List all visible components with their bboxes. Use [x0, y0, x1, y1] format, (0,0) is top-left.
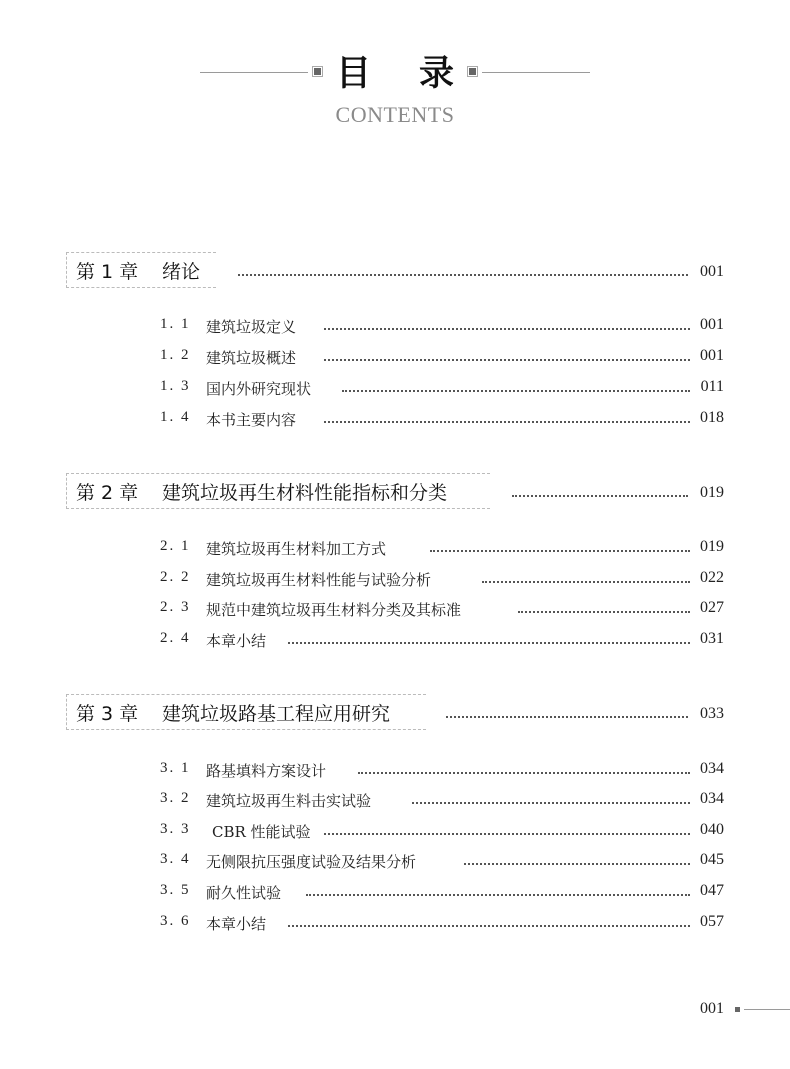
- footer-page-number: 001: [700, 1000, 724, 1017]
- footer-rule: [744, 1009, 790, 1010]
- chapter-title: 建筑垃圾再生材料性能指标和分类: [162, 481, 448, 504]
- toc-entry-3-5[interactable]: [160, 882, 726, 906]
- section-number: 1. 1: [160, 316, 191, 332]
- section-page-number: 057: [700, 913, 724, 930]
- dot-leader: [324, 349, 690, 361]
- section-title: 规范中建筑垃圾再生材料分类及其标准: [206, 601, 462, 619]
- section-page-number: 011: [700, 378, 724, 395]
- section-number: 2. 2: [160, 569, 191, 585]
- dot-leader: [518, 601, 690, 613]
- dot-leader: [306, 884, 690, 896]
- section-number: 1. 4: [160, 409, 191, 425]
- dot-leader: [482, 571, 690, 583]
- section-number: 2. 3: [160, 599, 191, 615]
- dot-leader: [288, 915, 690, 927]
- toc-entry-3-4[interactable]: [160, 851, 726, 875]
- chapter-label: 第 3 章: [76, 702, 139, 725]
- section-page-number: 027: [700, 599, 724, 616]
- section-page-number: 045: [700, 851, 724, 868]
- chapter-heading-box: [66, 252, 216, 288]
- section-page-number: 001: [700, 316, 724, 333]
- header-square-left-icon: [314, 68, 321, 75]
- chapter-heading-box: [66, 694, 426, 730]
- section-title: 本书主要内容: [206, 411, 297, 429]
- toc-entry-3-2[interactable]: [160, 790, 726, 814]
- header-rule-right: [482, 72, 590, 73]
- section-title: 本章小结: [206, 632, 267, 650]
- section-title: 本章小结: [206, 915, 267, 933]
- section-page-number: 047: [700, 882, 724, 899]
- page-title: [336, 46, 454, 96]
- chapter-label: 第 2 章: [76, 481, 139, 504]
- section-title: 路基填料方案设计: [206, 762, 327, 780]
- section-number: 1. 3: [160, 378, 191, 394]
- section-page-number: 031: [700, 630, 724, 647]
- toc-entry-1-2[interactable]: [160, 347, 726, 371]
- toc-entry-3-1[interactable]: [160, 760, 726, 784]
- page-subtitle: CONTENTS: [335, 102, 455, 127]
- dot-leader: [324, 411, 690, 423]
- dot-leader: [358, 762, 690, 774]
- section-page-number: 040: [700, 821, 724, 838]
- chapter-page-number: 019: [700, 484, 724, 501]
- toc-entry-1-1[interactable]: [160, 316, 726, 340]
- section-title: 国内外研究现状: [206, 380, 312, 398]
- chapter-label: 第 1 章: [76, 260, 139, 283]
- section-number: 3. 3: [160, 821, 191, 837]
- section-title: 建筑垃圾再生材料性能与试验分析: [206, 571, 432, 589]
- toc-entry-3-3[interactable]: [160, 821, 726, 845]
- section-page-number: 034: [700, 760, 724, 777]
- section-page-number: 001: [700, 347, 724, 364]
- toc-entry-2-1[interactable]: [160, 538, 726, 562]
- section-title: 无侧限抗压强度试验及结果分析: [206, 853, 417, 871]
- section-page-number: 022: [700, 569, 724, 586]
- dot-leader: [324, 318, 690, 330]
- dot-leader: [324, 823, 690, 835]
- section-page-number: 018: [700, 409, 724, 426]
- dot-leader: [446, 704, 688, 718]
- section-number: 3. 2: [160, 790, 191, 806]
- section-page-number: 034: [700, 790, 724, 807]
- footer-square-icon: [735, 1007, 740, 1012]
- toc-entry-2-2[interactable]: [160, 569, 726, 593]
- dot-leader: [342, 380, 690, 392]
- dot-leader: [288, 632, 690, 644]
- header-square-right-icon: [469, 68, 476, 75]
- section-number: 2. 1: [160, 538, 191, 554]
- dot-leader: [464, 853, 690, 865]
- section-page-number: 019: [700, 538, 724, 555]
- section-number: 2. 4: [160, 630, 191, 646]
- section-number: 3. 5: [160, 882, 191, 898]
- page-title-char-2: 录: [418, 54, 454, 94]
- toc-entry-2-4[interactable]: [160, 630, 726, 654]
- chapter-page-number: 033: [700, 705, 724, 722]
- dot-leader: [412, 792, 690, 804]
- toc-entry-1-3[interactable]: [160, 378, 726, 402]
- chapter-title: 建筑垃圾路基工程应用研究: [162, 702, 391, 725]
- section-title: CBR 性能试验: [212, 823, 311, 841]
- chapter-2-entry[interactable]: [66, 473, 726, 509]
- section-title: 建筑垃圾再生材料加工方式: [206, 540, 387, 558]
- section-title: 耐久性试验: [206, 884, 282, 902]
- section-number: 3. 6: [160, 913, 191, 929]
- section-title: 建筑垃圾定义: [206, 318, 297, 336]
- section-title: 建筑垃圾概述: [206, 349, 297, 367]
- section-number: 1. 2: [160, 347, 191, 363]
- toc-entry-2-3[interactable]: [160, 599, 726, 623]
- chapter-1-entry[interactable]: [66, 252, 726, 288]
- section-title: 建筑垃圾再生料击实试验: [206, 792, 372, 810]
- chapter-title: 绪论: [162, 260, 201, 283]
- dot-leader: [430, 540, 690, 552]
- chapter-heading-box: [66, 473, 490, 509]
- page-title-char-1: 目: [336, 54, 372, 94]
- section-number: 3. 1: [160, 760, 191, 776]
- section-number: 3. 4: [160, 851, 191, 867]
- toc-entry-3-6[interactable]: [160, 913, 726, 937]
- chapter-page-number: 001: [700, 263, 724, 280]
- chapter-3-entry[interactable]: [66, 694, 726, 730]
- header-rule-left: [200, 72, 308, 73]
- dot-leader: [238, 262, 688, 276]
- toc-entry-1-4[interactable]: [160, 409, 726, 433]
- dot-leader: [512, 483, 688, 497]
